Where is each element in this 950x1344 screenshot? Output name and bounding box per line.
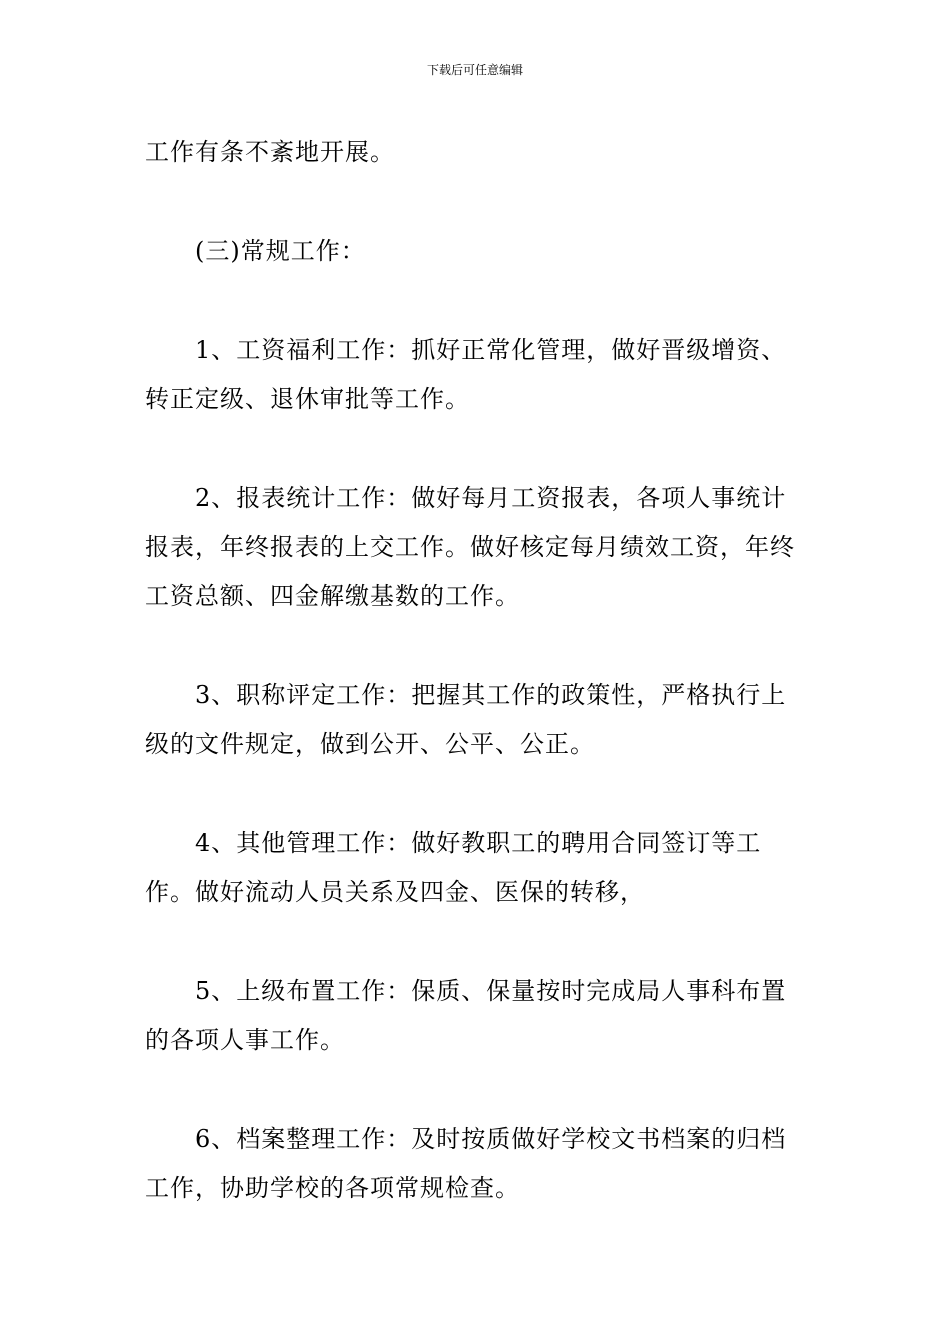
list-item-superior-assignments: 5、上级布置工作：保质、保量按时完成局人事科布置的各项人事工作。 <box>145 977 787 1054</box>
section-heading-routine-work: (三)常规工作： <box>195 237 366 265</box>
list-item-archive-management: 6、档案整理工作：及时按质做好学校文书档案的归档工作，协助学校的各项常规检查。 <box>145 1125 787 1202</box>
list-item-other-management: 4、其他管理工作：做好教职工的聘用合同签订等工作。做好流动人员关系及四金、医保的转移， <box>145 829 762 906</box>
document-body <box>145 128 810 1213</box>
list-item-salary-welfare: 1、工资福利工作：抓好正常化管理，做好晋级增资、转正定级、退休审批等工作。 <box>145 336 787 413</box>
list-item-title-evaluation: 3、职称评定工作：把握其工作的政策性，严格执行上级的文件规定，做到公开、公平、公正。 <box>145 681 787 758</box>
list-item-report-statistics: 2、报表统计工作：做好每月工资报表，各项人事统计报表，年终报表的上交工作。做好核定每月绩效工资，年终工资总额、四金解缴基数的工作。 <box>145 484 795 610</box>
paragraph-continuation: 工作有条不紊地开展。 <box>145 138 395 166</box>
page-header: 下载后可任意编辑 <box>426 63 523 77</box>
